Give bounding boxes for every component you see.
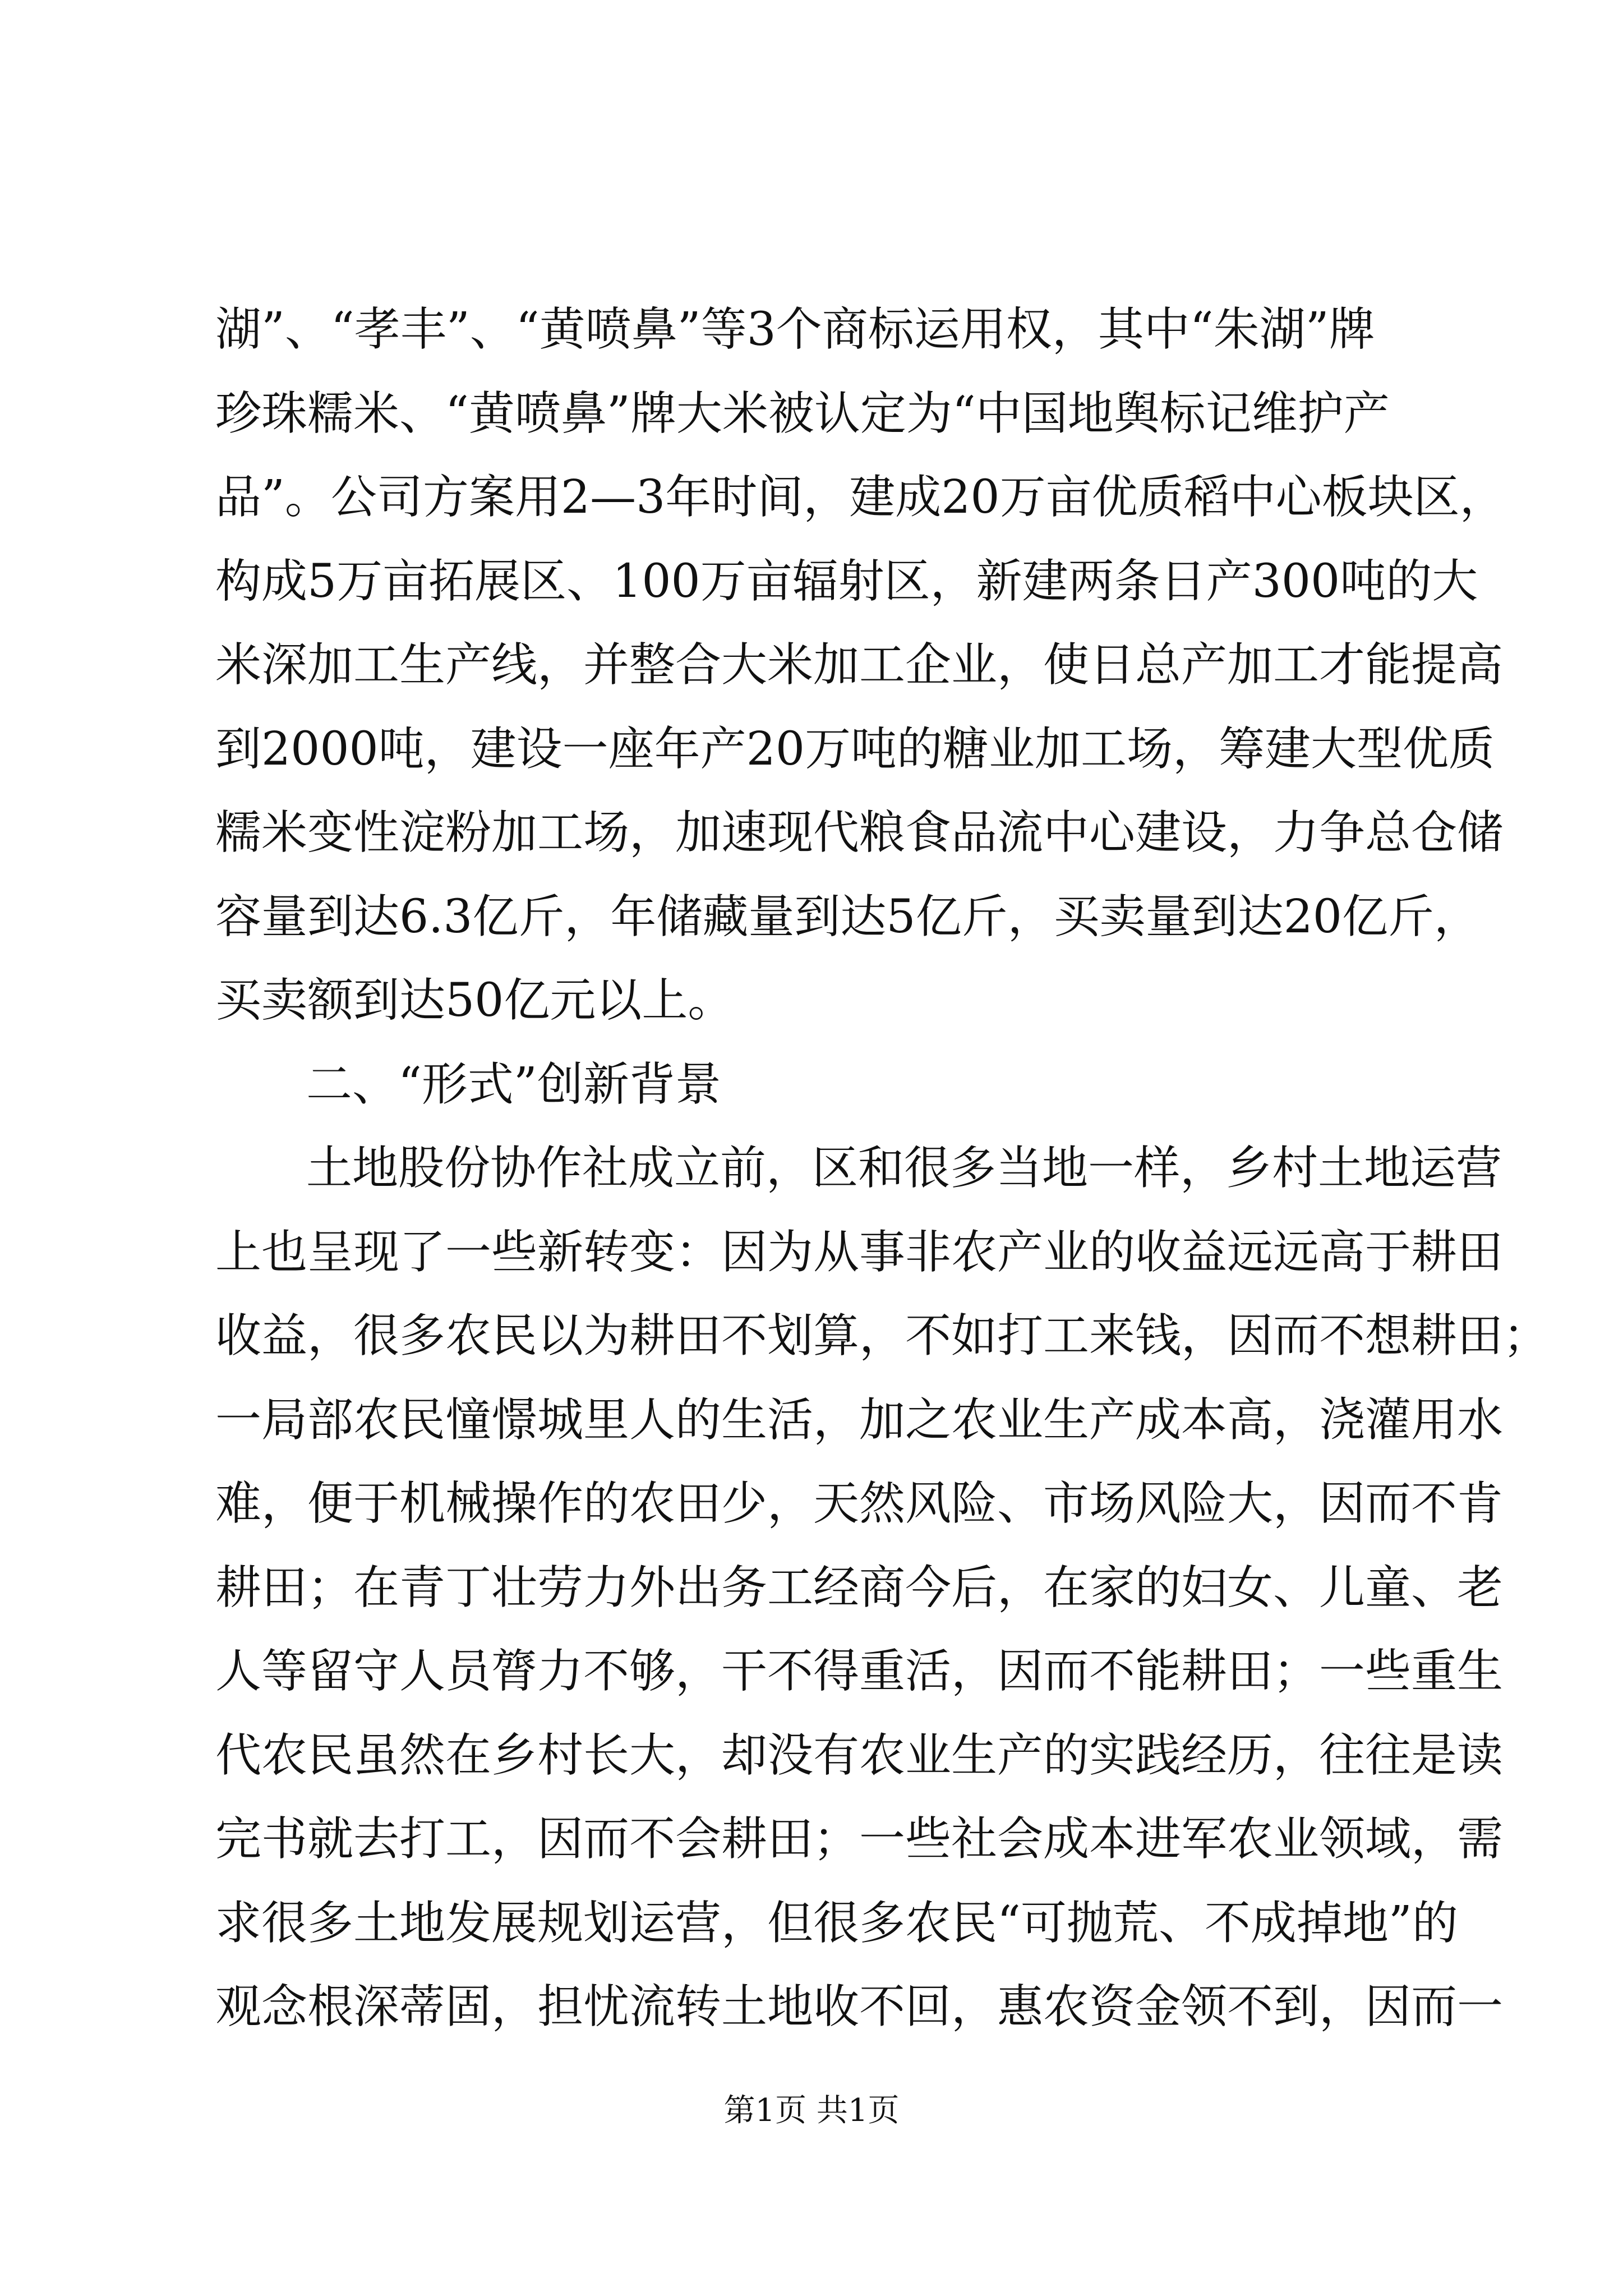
section-heading: 二、“形式”创新背景 xyxy=(306,1058,721,1111)
text-line: 构成5万亩拓展区、100万亩辐射区，新建两条日产300吨的大 xyxy=(215,555,1478,608)
text-line: 上也呈现了一些新转变：因为从事非农产业的收益远远高于耕田 xyxy=(215,1226,1504,1279)
text-line: 代农民虽然在乡村长大，却没有农业生产的实践经历，往往是读 xyxy=(215,1729,1504,1782)
text-line: 完书就去打工，因而不会耕田；一些社会成本进军农业领域，需 xyxy=(215,1812,1504,1866)
text-line: 糯米变性淀粉加工场，加速现代粮食品流中心建设，力争总仓储 xyxy=(215,806,1504,859)
text-line: 一局部农民憧憬城里人的生活，加之农业生产成本高，浇灌用水 xyxy=(215,1393,1504,1447)
text-line: 观念根深蒂固，担忧流转土地收不回，惠农资金领不到，因而一 xyxy=(215,1980,1504,2033)
text-line: 买卖额到达50亿元以上。 xyxy=(215,974,734,1027)
text-line: 容量到达6.3亿斤，年储藏量到达5亿斤，买卖量到达20亿斤， xyxy=(215,890,1480,944)
text-line: 求很多土地发展规划运营，但很多农民“可抛荒、不成掉地”的 xyxy=(215,1897,1458,1950)
page-footer: 第1页 共1页 xyxy=(723,2092,900,2129)
text-line: 人等留守人员膂力不够，干不得重活，因而不能耕田；一些重生 xyxy=(215,1645,1504,1698)
text-line: 品”。公司方案用2—3年时间，建成20万亩优质稻中心板块区， xyxy=(215,471,1506,524)
text-line: 难，便于机械操作的农田少，天然风险、市场风险大，因而不肯 xyxy=(215,1477,1504,1530)
text-line: 到2000吨，建设一座年产20万吨的糖业加工场，筹建大型优质 xyxy=(215,723,1495,776)
text-line: 湖”、“孝丰”、“黄喷鼻”等3个商标运用权，其中“朱湖”牌 xyxy=(215,303,1375,356)
text-line: 收益，很多农民以为耕田不划算，不如打工来钱，因而不想耕田； xyxy=(215,1309,1550,1363)
paragraph-first-line: 土地股份协作社成立前，区和很多当地一样，乡村土地运营 xyxy=(306,1142,1502,1195)
text-line: 耕田；在青丁壮劳力外出务工经商今后，在家的妇女、儿童、老 xyxy=(215,1561,1504,1614)
text-line: 珍珠糯米、“黄喷鼻”牌大米被认定为“中国地舆标记维护产 xyxy=(215,387,1390,440)
text-line: 米深加工生产线，并整合大米加工企业，使日总产加工才能提高 xyxy=(215,638,1504,692)
